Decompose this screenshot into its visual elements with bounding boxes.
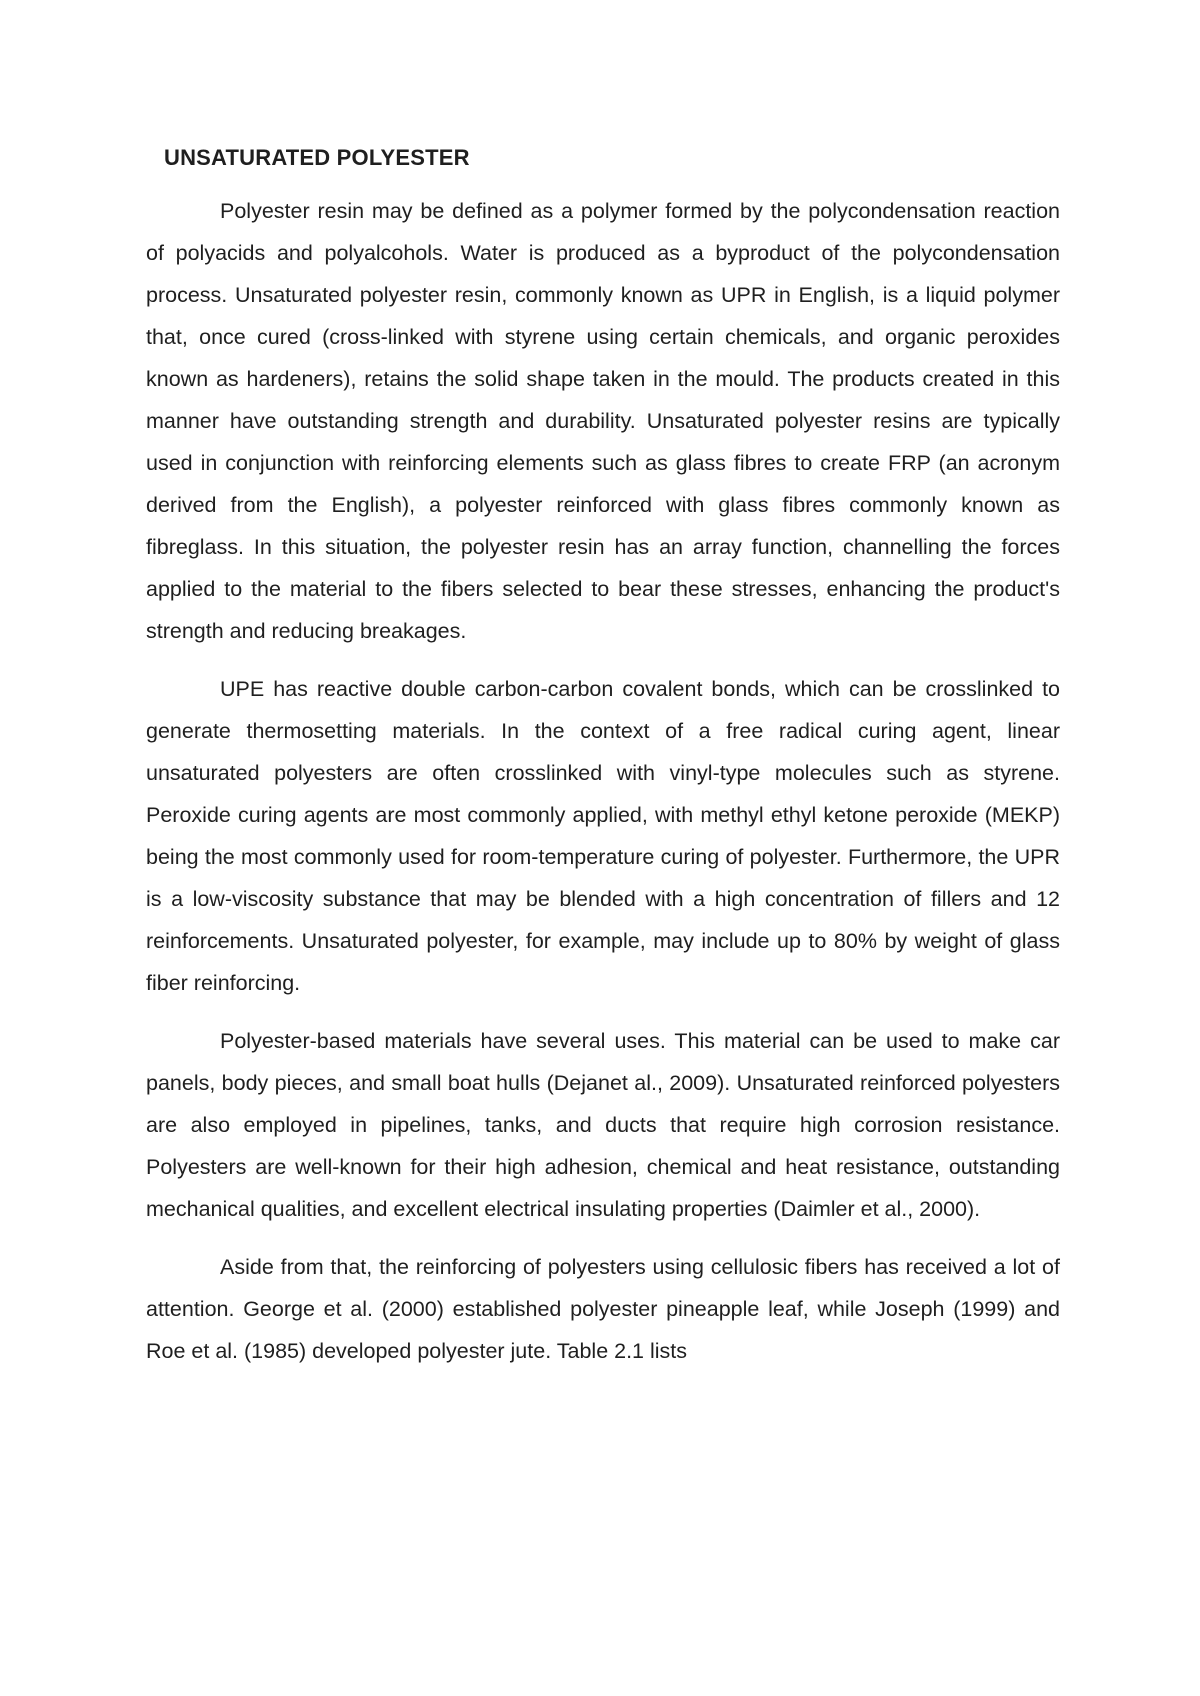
paragraph-uses: Polyester-based materials have several uses. This material can be used to make car panels, body pieces, and small boat hulls (Dejanet al., 2009). Unsaturated reinforced polyesters are also employed in pipelines, tanks, and ducts that require high corrosion resistance. Polyesters are well-known for their high adhesion, chemical and heat resistance, outstanding mechanical qualities, and excellent electrical insulating properties (Daimler et al., 2000). — [146, 1029, 1060, 1221]
document-title: UNSATURATED POLYESTER — [164, 145, 470, 170]
paragraph-upe-bonds: UPE has reactive double carbon-carbon covalent bonds, which can be crosslinked to generate thermosetting materials. In the context of a free radical curing agent, linear unsaturated polyesters are often crosslinked with vinyl-type molecules such as styrene. Peroxide curing agents are most commonly applied, with methyl ethyl ketone peroxide (MEKP) being the most commonly used for room-temperature curing of polyester. Furthermore, the UPR is a low-viscosity substance that may be blended with a high concentration of fillers and 12 reinforcements. Unsaturated polyester, for example, may include up to 80% by weight of glass fiber reinforcing. — [146, 677, 1060, 995]
paragraph-polyester-resin: Polyester resin may be defined as a polymer formed by the polycondensation reaction of polyacids and polyalcohols. Water is produced as a byproduct of the polycondensation process. Unsaturated polyester resin, commonly known as UPR in English, is a liquid polymer that, once cured (cross-linked with styrene using certain chemicals, and organic peroxides known as hardeners), retains the solid shape taken in the mould. The products created in this manner have outstanding strength and durability. Unsaturated polyester resins are typically used in conjunction with reinforcing elements such as glass fibres to create FRP (an acronym derived from the English), a polyester reinforced with glass fibres commonly known as fibreglass. In this situation, the polyester resin has an array function, channelling the forces applied to the material to the fibers selected to bear these stresses, enhancing the product's strength and reducing breakages. — [146, 199, 1060, 643]
paragraph-cellulosic-fibers: Aside from that, the reinforcing of polyesters using cellulosic fibers has received a lot of attention. George et al. (2000) established polyester pineapple leaf, while Joseph (1999) and Roe et al. (1985) developed polyester jute. Table 2.1 lists — [146, 1255, 1060, 1363]
document-body — [146, 142, 1060, 1372]
